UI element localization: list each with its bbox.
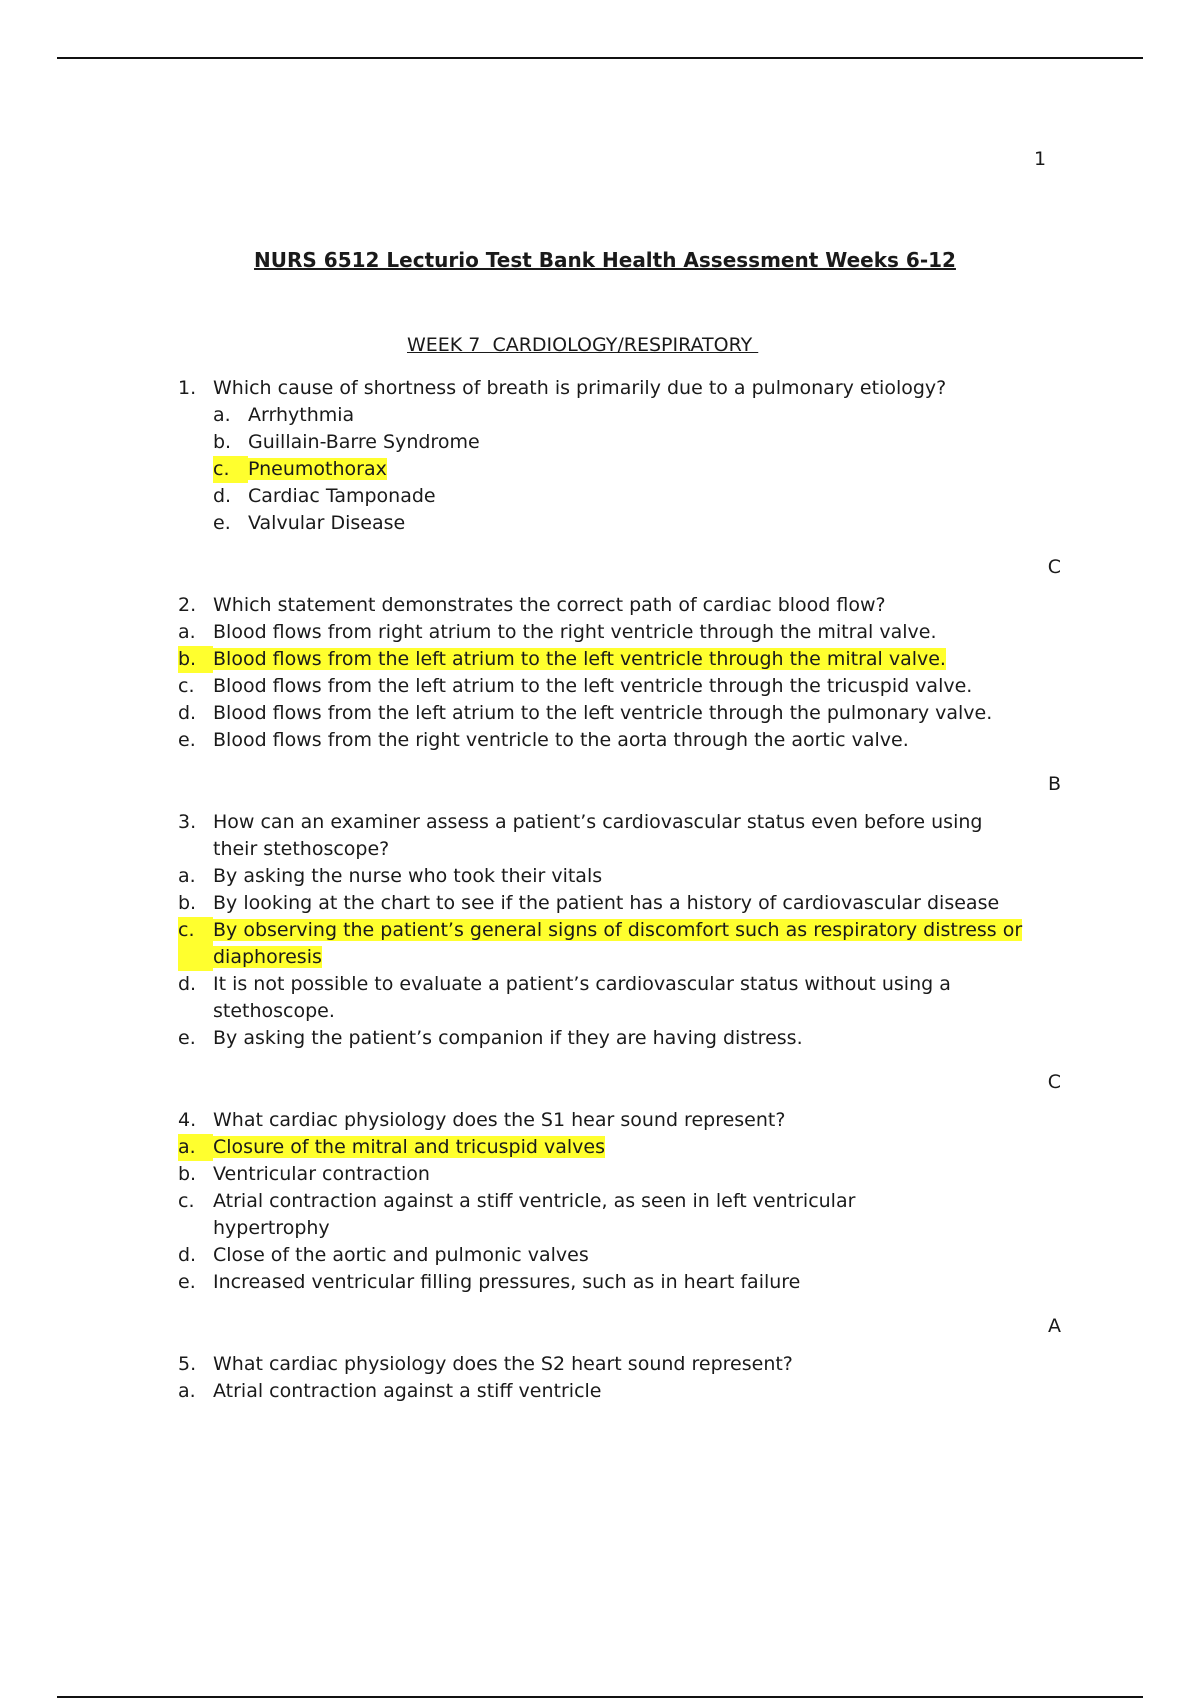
- option-e: [178, 1025, 1078, 1052]
- question-text: Which cause of shortness of breath is primarily due to a pulmonary etiology?: [213, 377, 947, 399]
- answer-key: A: [1048, 1315, 1061, 1337]
- option-text: Ventricular contraction: [213, 1163, 430, 1185]
- option-d: [178, 1242, 1078, 1269]
- option-c: [178, 673, 1078, 700]
- answer-key: B: [1047, 773, 1061, 795]
- document-title: NURS 6512 Lecturio Test Bank Health Assessment Weeks 6-12: [254, 248, 956, 272]
- option-letter: a.: [178, 621, 196, 643]
- option-letter: d.: [178, 702, 197, 724]
- option-letter: b.: [178, 1163, 197, 1185]
- option-a: [178, 619, 1078, 646]
- option-text: Blood flows from right atrium to the right ventricle through the mitral valve.: [213, 621, 937, 643]
- question-5: [178, 1351, 1078, 1405]
- option-text: Atrial contraction against a stiff ventricle, as seen in left ventricular hypertrophy: [213, 1190, 856, 1239]
- option-text: Blood flows from the left atrium to the left ventricle through the pulmonary valve.: [213, 702, 993, 724]
- option-letter: e.: [178, 1027, 196, 1049]
- option-a: [178, 863, 1078, 890]
- question-number: 1.: [178, 377, 197, 399]
- option-letter: b.: [178, 646, 213, 673]
- option-text: Blood flows from the left atrium to the left ventricle through the mitral valve.: [213, 648, 946, 670]
- option-letter: e.: [178, 729, 196, 751]
- option-text: Blood flows from the left atrium to the left ventricle through the tricuspid valve.: [213, 675, 973, 697]
- question-3: [178, 809, 1078, 1096]
- option-text: Blood flows from the right ventricle to the aorta through the aortic valve.: [213, 729, 909, 751]
- option-c-highlighted: [178, 917, 1078, 971]
- question-number: 4.: [178, 1109, 197, 1131]
- option-text: By looking at the chart to see if the patient has a history of cardiovascular disease: [213, 892, 1000, 914]
- question-1: [178, 375, 1078, 581]
- option-d: [178, 971, 1078, 1025]
- option-text: Close of the aortic and pulmonic valves: [213, 1244, 589, 1266]
- option-text: Cardiac Tamponade: [248, 485, 436, 507]
- option-text: Increased ventricular filling pressures, such as in heart failure: [213, 1271, 801, 1293]
- question-text: What cardiac physiology does the S1 hear sound represent?: [213, 1109, 786, 1131]
- option-b: [178, 429, 1078, 456]
- option-e: [178, 510, 1078, 537]
- question-number: 5.: [178, 1353, 197, 1375]
- option-b: [178, 890, 1078, 917]
- question-text: Which statement demonstrates the correct path of cardiac blood flow?: [213, 594, 886, 616]
- option-text: Closure of the mitral and tricuspid valves: [213, 1136, 605, 1158]
- option-letter: c.: [178, 675, 195, 697]
- option-text: Guillain-Barre Syndrome: [248, 431, 480, 453]
- option-letter: e.: [213, 512, 231, 534]
- option-letter: e.: [178, 1271, 196, 1293]
- question-number: 3.: [178, 811, 197, 833]
- option-letter: a.: [178, 865, 196, 887]
- bottom-rule: [57, 1696, 1143, 1698]
- option-d: [178, 483, 1078, 510]
- option-letter: d.: [178, 1244, 197, 1266]
- question-2: [178, 592, 1078, 798]
- question-text: How can an examiner assess a patient’s cardiovascular status even before using their stethoscope?: [213, 811, 983, 860]
- page-number: 1: [1034, 148, 1047, 170]
- option-letter: d.: [213, 485, 232, 507]
- question-4: [178, 1107, 1078, 1340]
- option-b: [178, 1161, 1078, 1188]
- question-list: [178, 375, 1078, 1405]
- option-e: [178, 727, 1078, 754]
- option-letter: b.: [178, 892, 197, 914]
- option-text: By observing the patient’s general signs of discomfort such as respiratory distress or diaphoresis: [213, 919, 1023, 968]
- option-letter: d.: [178, 973, 197, 995]
- option-letter: a.: [178, 1380, 196, 1402]
- option-letter: a.: [213, 404, 231, 426]
- option-a-highlighted: [178, 1134, 1078, 1161]
- answer-key: C: [1047, 556, 1061, 578]
- option-d: [178, 700, 1078, 727]
- question-text: What cardiac physiology does the S2 heart sound represent?: [213, 1353, 793, 1375]
- option-a: [178, 1378, 1078, 1405]
- option-text: By asking the patient’s companion if they are having distress.: [213, 1027, 803, 1049]
- option-text: Arrhythmia: [248, 404, 355, 426]
- option-letter: c.: [178, 1190, 195, 1212]
- option-a: [178, 402, 1078, 429]
- option-e: [178, 1269, 1078, 1296]
- option-letter: c.: [213, 456, 248, 483]
- top-rule: [57, 57, 1143, 59]
- option-text: Valvular Disease: [248, 512, 406, 534]
- option-text: Pneumothorax: [248, 458, 387, 480]
- option-letter: a.: [178, 1134, 213, 1161]
- option-text: By asking the nurse who took their vitals: [213, 865, 603, 887]
- option-letter: c.: [178, 917, 213, 971]
- section-heading: WEEK 7 CARDIOLOGY/RESPIRATORY: [407, 334, 759, 356]
- option-b-highlighted: [178, 646, 1078, 673]
- option-text: It is not possible to evaluate a patient’s cardiovascular status without using a stethoscope.: [213, 973, 951, 1022]
- option-c: [178, 1188, 1078, 1242]
- answer-key: C: [1047, 1071, 1061, 1093]
- question-number: 2.: [178, 594, 197, 616]
- option-letter: b.: [213, 431, 232, 453]
- option-text: Atrial contraction against a stiff ventricle: [213, 1380, 602, 1402]
- option-c-highlighted: [178, 456, 1078, 483]
